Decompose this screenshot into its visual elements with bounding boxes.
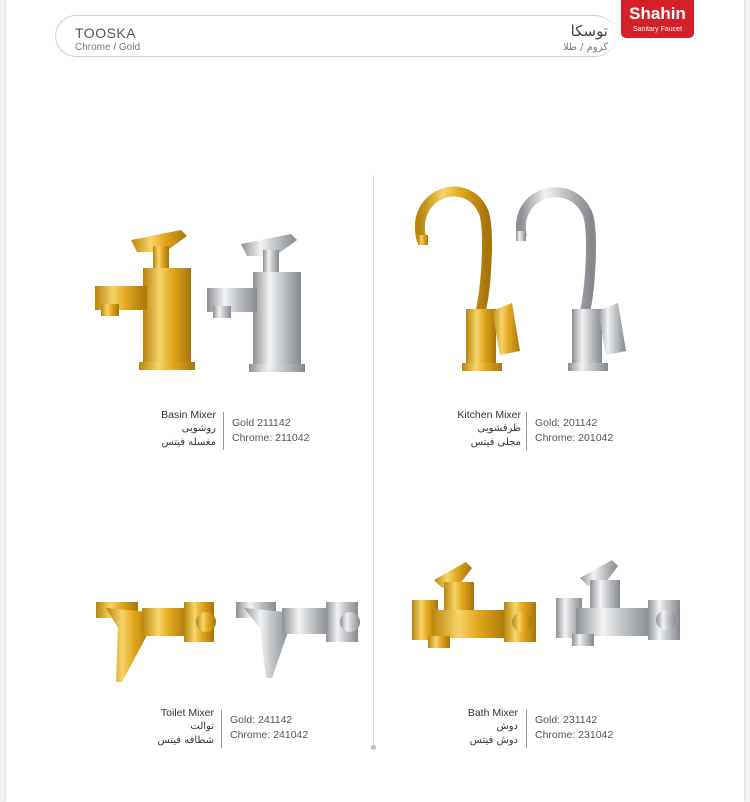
bath-mixer-name-en: Bath Mixer bbox=[467, 707, 518, 719]
basin-mixer-name-en: Basin Mixer bbox=[161, 409, 216, 421]
toilet-mixer-name-en: Toilet Mixer bbox=[160, 707, 214, 719]
toilet-mixer-name bbox=[157, 706, 214, 748]
basin-mixer-name bbox=[161, 408, 216, 450]
collection-title-en: TOOSKA bbox=[75, 25, 137, 41]
bath-mixer-gold-code: Gold: 231142 bbox=[535, 714, 598, 726]
collection-subtitle-en: Chrome / Gold bbox=[75, 42, 141, 53]
kitchen-mixer-chrome-image bbox=[512, 185, 627, 375]
collection-title-fa: توسکا bbox=[570, 22, 608, 40]
toilet-mixer-name-ar: شطافه فیتس bbox=[157, 735, 214, 746]
toilet-mixer-separator bbox=[221, 710, 222, 748]
brand-tagline: Sanitary Faucet bbox=[632, 26, 683, 33]
bath-mixer-chrome-image bbox=[552, 558, 684, 653]
bath-mixer-gold-image bbox=[408, 560, 540, 655]
toilet-mixer-gold-code: Gold: 241142 bbox=[230, 714, 293, 726]
bath-mixer-name bbox=[468, 706, 518, 748]
basin-mixer-gold-image bbox=[95, 228, 195, 378]
kitchen-mixer-name-fa: ظرفشویی bbox=[477, 423, 521, 434]
toilet-mixer-name-fa: توالت bbox=[190, 721, 214, 732]
bath-mixer-chrome-code: Chrome: 231042 bbox=[535, 729, 614, 741]
toilet-mixer-codes bbox=[230, 713, 308, 743]
kitchen-mixer-chrome-code: Chrome: 201042 bbox=[535, 432, 614, 444]
basin-mixer-separator bbox=[223, 412, 224, 450]
basin-mixer-chrome-code: Chrome: 211042 bbox=[232, 432, 310, 444]
bath-mixer-name-fa: دوش bbox=[496, 721, 518, 732]
brand-logo bbox=[621, 0, 694, 38]
basin-mixer-name-fa: روشویی bbox=[181, 423, 216, 434]
kitchen-mixer-codes bbox=[535, 416, 613, 446]
kitchen-mixer-gold-code: Gold: 201142 bbox=[535, 417, 598, 429]
kitchen-mixer-name-en: Kitchen Mixer bbox=[457, 409, 521, 421]
bath-mixer-codes bbox=[535, 713, 613, 743]
kitchen-mixer-name-ar: مجلی فیتس bbox=[470, 437, 521, 448]
collection-subtitle-fa: کروم / طلا bbox=[563, 42, 608, 53]
bath-mixer-separator bbox=[526, 710, 527, 748]
kitchen-mixer-separator bbox=[526, 412, 527, 450]
basin-mixer-chrome-image bbox=[207, 232, 307, 382]
basin-mixer-name-ar: مغسله فیتس bbox=[161, 437, 216, 448]
kitchen-mixer-name bbox=[457, 408, 521, 450]
kitchen-mixer-gold-image bbox=[408, 183, 523, 373]
basin-mixer-gold-code: Gold 211142 bbox=[232, 417, 291, 429]
bath-mixer-name-ar: دوش فیتس bbox=[469, 735, 518, 746]
column-divider bbox=[373, 175, 374, 747]
toilet-mixer-chrome-image bbox=[232, 600, 367, 685]
toilet-mixer-chrome-code: Chrome: 241042 bbox=[230, 729, 309, 741]
divider-dot bbox=[371, 745, 376, 750]
brand-name: Shahin bbox=[629, 4, 686, 23]
toilet-mixer-gold-image bbox=[92, 598, 222, 683]
basin-mixer-codes bbox=[232, 416, 309, 446]
